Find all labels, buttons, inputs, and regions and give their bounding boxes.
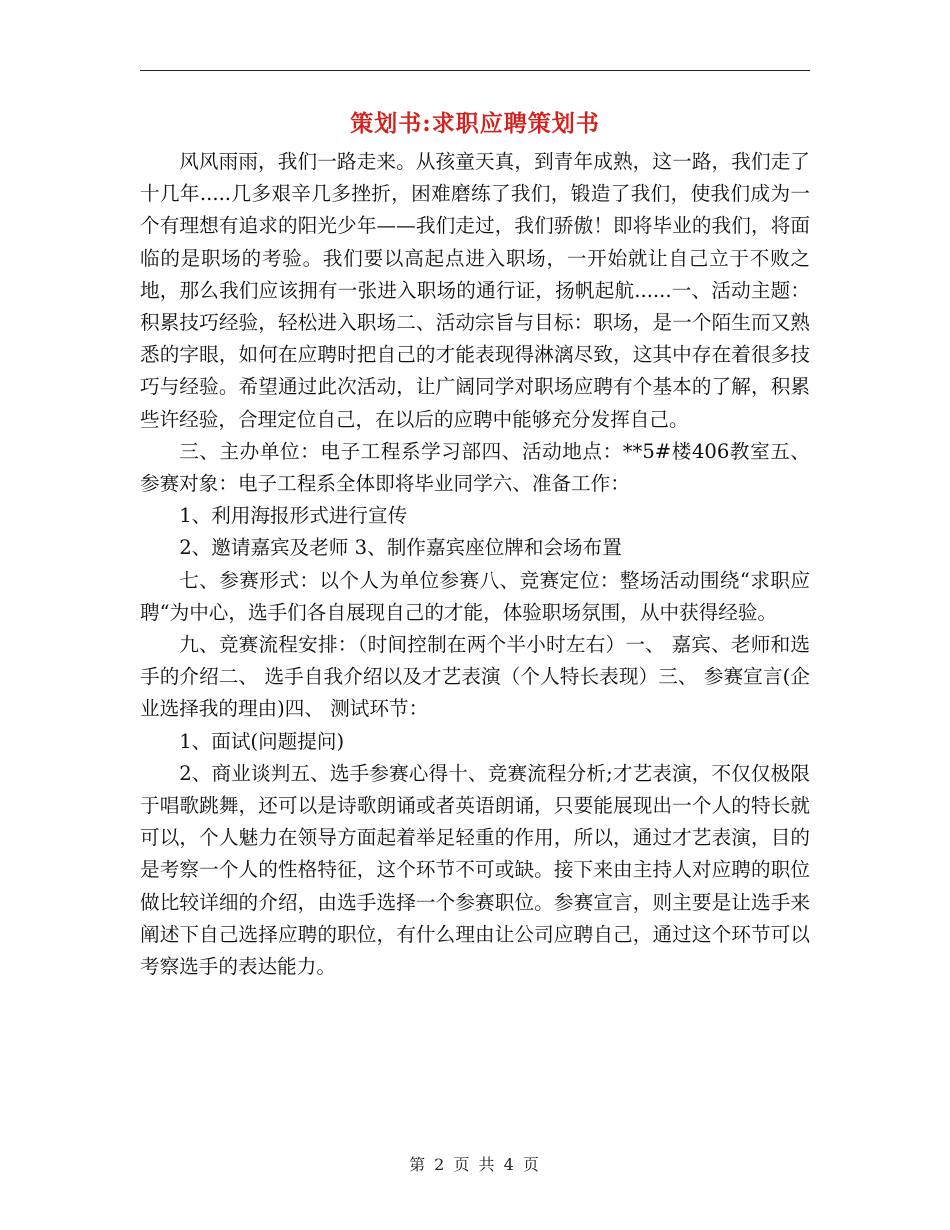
paragraph: 2、邀请嘉宾及老师 3、制作嘉宾座位牌和会场布置 (179, 536, 622, 560)
paragraph: 1、面试(问题提问) (179, 729, 345, 753)
paragraph: 1、利用海报形式进行宣传 (179, 504, 408, 528)
paragraph: 九、竞赛流程安排：（时间控制在两个半小时左右）一、 嘉宾、老师和选手的介绍二、 选手自我介绍以及才艺表演（个人特长表现）三、 参赛宣言(企业选择我的理由)四、 测试环节： (140, 633, 810, 721)
paragraph: 风风雨雨，我们一路走来。从孩童天真，到青年成熟，这一路，我们走了十几年.....几多艰辛几多挫折，困难磨练了我们，锻造了我们，使我们成为一个有理想有追求的阳光少年——我们走过，我们骄傲！即将毕业的我们，将面临的是职场的考验。我们要以高起点进入职场，一开始就让自己立于不败之地，那么我们应该拥有一张进入职场的通行证，扬帆起航......一、活动主题：积累技巧经验，轻松进入职场二、活动宗旨与目标：职场，是一个陌生而又熟悉的字眼，如何在应聘时把自己的才能表现得淋漓尽致，这其中存在着很多技巧与经验。希望通过此次活动，让广阔同学对职场应聘有个基本的了解，积累些许经验，合理定位自己，在以后的应聘中能够充分发挥自己。 (140, 150, 810, 431)
document-body (140, 146, 810, 983)
paragraph: 七、参赛形式：以个人为单位参赛八、竞赛定位：整场活动围绕“求职应聘“为中心，选手们各自展现自己的才能，体验职场氛围，从中获得经验。 (140, 568, 810, 624)
header-rule (140, 70, 810, 71)
paragraph: 三、主办单位：电子工程系学习部四、活动地点：**5#楼406教室五、参赛对象：电子工程系全体即将毕业同学六、准备工作： (140, 439, 810, 496)
document-title: 策划书:求职应聘策划书 (350, 110, 600, 137)
page-number-footer: 第 2 页 共 4 页 (409, 1155, 541, 1174)
paragraph: 2、商业谈判五、选手参赛心得十、竞赛流程分析;才艺表演，不仅仅极限于唱歌跳舞，还可以是诗歌朗诵或者英语朗诵，只要能展现出一个人的特长就可以，个人魅力在领导方面起着举足轻重的作用，所以，通过才艺表演，目的是考察一个人的性格特征，这个环节不可或缺。接下来由主持人对应聘的职位做比较详细的介绍，由选手选择一个参赛职位。参赛宣言，则主要是让选手来阐述下自己选择应聘的职位，有什么理由让公司应聘自己，通过这个环节可以考察选手的表达能力。 (140, 761, 810, 979)
